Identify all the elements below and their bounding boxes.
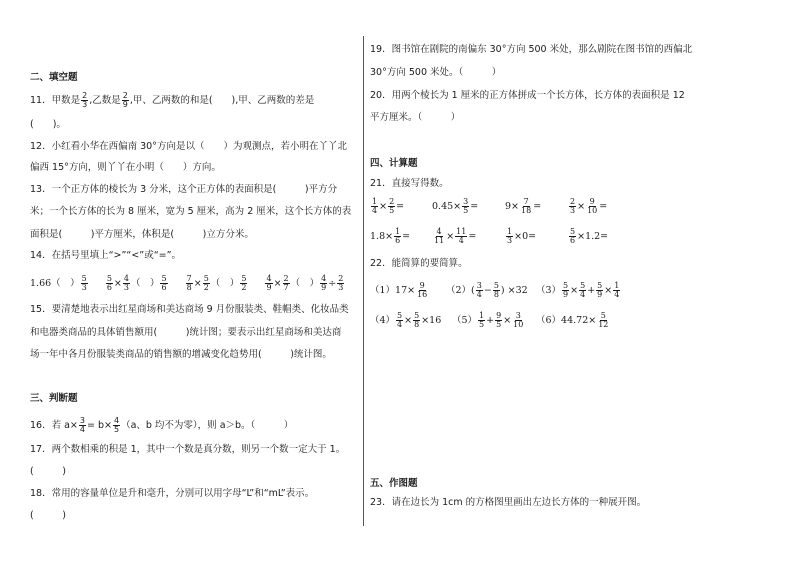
fraction: $\frac{7}{8}$ (186, 274, 192, 292)
calc22-item1: （1）17× $\frac{9}{16}$ (370, 281, 428, 299)
fraction: $\frac{4}{5}$ (113, 416, 120, 434)
section-calc-title: 四、计算题 (370, 158, 418, 169)
fraction: $\frac{2}{7}$ (283, 274, 289, 292)
fraction: $\frac{5}{6}$ (161, 274, 167, 292)
question-17-answer: ( ) (30, 466, 66, 477)
calc21-r2c1: 1.8× $\frac{1}{6}$ = (370, 227, 411, 245)
calc22-item4: （4） $\frac{5}{4}$ × $\frac{5}{8}$ ×16 (370, 311, 442, 329)
calc21-r1c3: 9× $\frac{7}{18}$ = (505, 197, 542, 215)
fraction: $\frac{2}{3}$ (82, 91, 88, 109)
fraction: $\frac{4}{3}$ (123, 274, 129, 292)
section-judge-title: 三、判断题 (30, 393, 78, 404)
fraction: $\frac{4}{9}$ (321, 274, 327, 292)
calc22-item6: （6）44.72× $\frac{5}{12}$ (536, 311, 609, 329)
question-14-prompt: 14．在括号里填上“>”“<”或“=”。 (30, 250, 181, 261)
column-divider (363, 36, 364, 526)
fraction: $\frac{5}{2}$ (241, 274, 247, 292)
question-22: 22．能简算的要简算。 (370, 258, 468, 269)
question-20-line2: 平方厘米。（ ） (370, 112, 461, 123)
question-20-line1: 20．用两个棱长为 1 厘米的正方体拼成一个长方体，长方体的表面积是 12 (370, 90, 685, 101)
calc21-r1c2: 0.45× $\frac{3}{5}$ = (432, 197, 479, 215)
calc21-r2c2: $\frac{4}{11}$ × $\frac{11}{4}$ = (434, 227, 477, 245)
question-14-items: 1.66（ ） $\frac{5}{3}$ $\frac{5}{6}$ × $\frac{4}{3}$ （ ） $\frac{5}{6}$ $\frac{7}{8}$ × $\frac{5}{2}$ （ ） $\frac{5}{2}$ $\frac{4}{9}$ × $\frac{2}{7}$ （ ） $\frac{4}{9}$ ÷ $\frac{2}{3}$ (30, 274, 344, 292)
fraction: $\frac{2}{3}$ (338, 274, 344, 292)
question-19-line2: 30°方向 500 米处。（ ） (370, 67, 502, 78)
section-fill-blank-title: 二、填空题 (30, 72, 78, 83)
fraction: $\frac{5}{3}$ (81, 274, 87, 292)
question-23: 23．请在边长为 1cm 的方格图里画出左边长方体的一种展开图。 (370, 497, 647, 508)
calc22-item5: （5） $\frac{1}{5}$ + $\frac{9}{5}$ × $\frac{3}{10}$ (452, 311, 524, 329)
question-18: 18．常用的容量单位是升和毫升，分别可以用字母“L”和“mL”表示。 (30, 488, 315, 499)
calc21-r2c4: $\frac{5}{6}$ ×1.2= (570, 227, 609, 245)
question-12-line2: 偏西 15°方向，则丫丫在小明（ ）方向。 (30, 162, 221, 173)
calc21-r2c3: $\frac{1}{3}$ ×0= (507, 227, 537, 245)
section-drawing-title: 五、作图题 (370, 478, 418, 489)
fraction: $\frac{2}{9}$ (122, 91, 128, 109)
question-18-answer: ( ) (30, 510, 66, 521)
question-12-line1: 12．小红看小华在西偏南 30°方向是以（ ）为观测点，若小明在丫丫北 (30, 141, 347, 152)
fraction: $\frac{3}{4}$ (79, 416, 85, 434)
question-13-line1: 13．一个正方体的棱长为 3 分米，这个正方体的表面积是( )平方分 (30, 184, 338, 195)
calc22-item3: （3） $\frac{5}{9}$ × $\frac{5}{4}$ + $\frac{5}{9}$ × $\frac{1}{4}$ (536, 281, 620, 299)
question-17: 17．两个数相乘的积是 1，其中一个数是真分数，则另一个数一定大于 1。 (30, 444, 346, 455)
fraction: $\frac{5}{6}$ (106, 274, 112, 292)
question-11-line1: 11．甲数是 $\frac{2}{3}$ ,乙数是 $\frac{2}{9}$ ,甲、乙两数的和是( ),甲、乙两数的差是 (30, 91, 315, 109)
calc22-item2: （2）( $\frac{3}{4}$ − $\frac{5}{8}$ ) ×32 (446, 281, 528, 299)
calc21-r1c4: $\frac{2}{3}$ × $\frac{9}{10}$ = (570, 197, 608, 215)
question-19-line1: 19．图书馆在剧院的南偏东 30°方向 500 米处，那么剧院在图书馆的西偏北 (370, 44, 693, 55)
question-15-line2: 和电器类商品的具体销售额用( )统计图；要表示出红星商场和美达商 (30, 327, 342, 338)
question-21: 21．直接写得数。 (370, 178, 449, 189)
question-15-line1: 15．要清楚地表示出红星商场和美达商场 9 月份服装类、鞋帽类、化妆品类 (30, 304, 349, 315)
question-16: 16．若 a× $\frac{3}{4}$ = b× $\frac{4}{5}$ （a、b 均不为零），则 a＞b。（ ） (30, 416, 294, 434)
question-15-line3: 场一年中各月份服装类商品的销售额的增减变化趋势用( )统计图。 (30, 349, 332, 360)
calc21-r1c1: $\frac{1}{4}$ × $\frac{2}{5}$ = (372, 197, 405, 215)
fraction: $\frac{4}{9}$ (266, 274, 272, 292)
question-13-line2: 米；一个长方体的长为 8 厘米，宽为 5 厘米，高为 2 厘米，这个长方体的表 (30, 206, 352, 217)
question-11-line2: ( )。 (30, 119, 66, 130)
question-13-line3: 面积是( )平方厘米，体积是( )立方分米。 (30, 229, 254, 240)
fraction: $\frac{5}{2}$ (203, 274, 209, 292)
